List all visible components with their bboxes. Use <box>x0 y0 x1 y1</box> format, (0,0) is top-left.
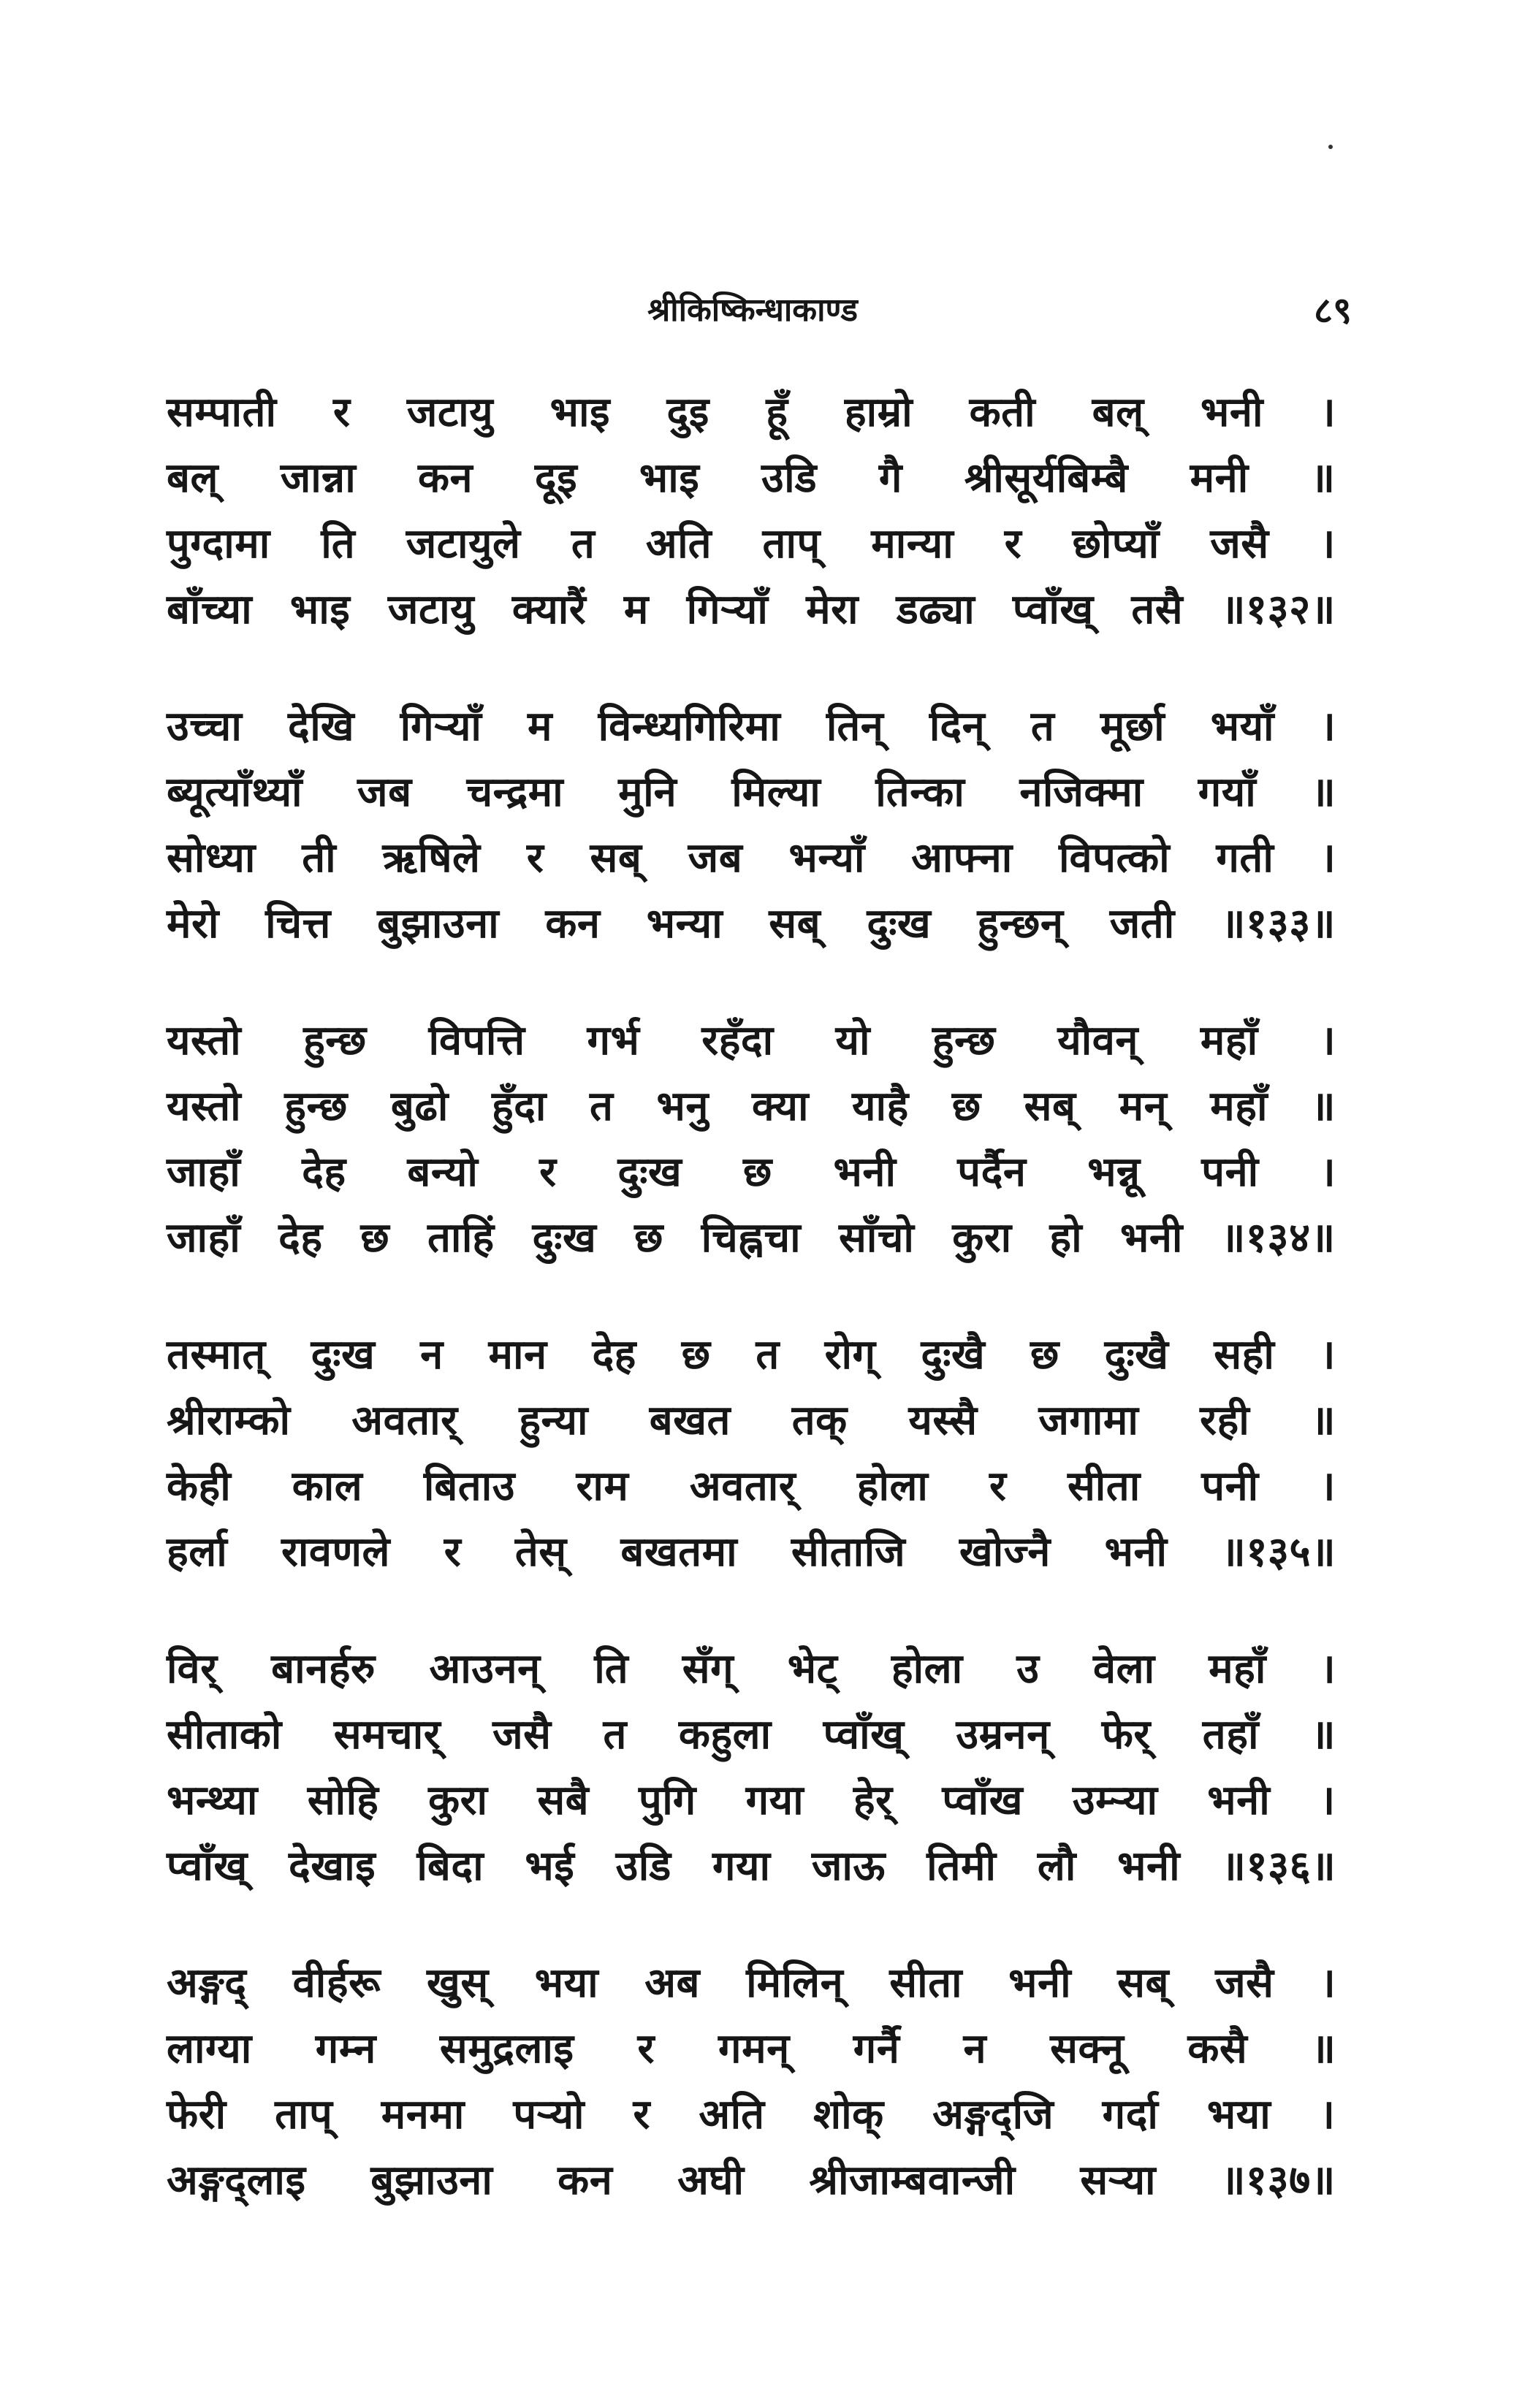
verse-line: श्रीराम्को अवतार् हुन्या बखत तक् यस्सै जगामा रही ॥ <box>167 1397 1336 1444</box>
verse-line: पुग्दामा ति जटायुले त अति ताप् मान्या र छोप्याँ जसै । <box>167 520 1336 568</box>
page-number: ८९ <box>1314 289 1352 332</box>
verse-132 <box>167 380 1336 643</box>
verse-line: बल् जान्ना कन दूइ भाइ उडि गै श्रीसूर्यबिम्बै मनी ॥ <box>167 454 1336 502</box>
verse-133 <box>167 694 1336 957</box>
verse-line: तस्मात् दुःख न मान देह छ त रोग् दुःखै छ दुःखै सही । <box>167 1331 1336 1379</box>
verse-line: प्वाँख् देखाइ बिदा भई उडि गया जाऊ तिमी लौ भनी ॥१३६॥ <box>167 1843 1336 1890</box>
verse-135 <box>167 1322 1336 1585</box>
verse-line: सोध्या ती ऋषिले र सब् जब भन्याँ आफ्ना विपत्को गती । <box>167 834 1336 882</box>
verse-134 <box>167 1008 1336 1271</box>
verse-line: विर् बानर्हरु आउनन् ति सँग् भेट् होला उ वेला महाँ । <box>167 1645 1336 1693</box>
verse-line: लाग्या गम्न समुद्रलाइ र गमन् गर्नै न सक्नू कसै ॥ <box>167 2025 1336 2073</box>
verse-line: केही काल बिताउ राम अवतार् होला र सीता पनी । <box>167 1463 1336 1510</box>
verse-line: ब्यूत्याँथ्याँ जब चन्द्रमा मुनि मिल्या तिन्का नजिक्मा गयाँ ॥ <box>167 769 1336 816</box>
verse-line: यस्तो हुन्छ विपत्ति गर्भ रहँदा यो हुन्छ यौवन् महाँ । <box>167 1017 1336 1064</box>
verse-137 <box>167 1951 1336 2214</box>
verse-line: फेरी ताप् मनमा पऱ्यो र अति शोक् अङ्गद्जि गर्दा भया । <box>167 2091 1336 2138</box>
verse-block <box>167 380 1336 2265</box>
verse-136 <box>167 1637 1336 1900</box>
verse-line: हर्ला रावणले र तेस् बखतमा सीताजि खोज्नै भनी ॥१३५॥ <box>167 1528 1336 1576</box>
verse-line: भन्थ्या सोहि कुरा सबै पुगि गया हेर् प्वाँख उम्ऱ्या भनी । <box>167 1777 1336 1824</box>
verse-line: जाहाँ देह छ ताहिं दुःख छ चिह्नचा साँचो कुरा हो भनी ॥१३४॥ <box>167 1214 1336 1262</box>
speck <box>1328 145 1333 149</box>
verse-line: बाँच्या भाइ जटायु क्यारैं म गिऱ्याँ मेरा डढ्या प्वाँख् तसै ॥१३२॥ <box>167 586 1336 633</box>
running-header <box>0 281 1522 340</box>
verse-line: यस्तो हुन्छ बुढो हुँदा त भनु क्या याहै छ सब् मन् महाँ ॥ <box>167 1083 1336 1130</box>
verse-line: सम्पाती र जटायु भाइ दुइ हूँ हाम्रो कती बल् भनी । <box>167 389 1336 436</box>
verse-line: मेरो चित्त बुझाउना कन भन्या सब् दुःख हुन्छन् जती ॥१३३॥ <box>167 900 1336 948</box>
verse-line: अङ्गद् वीर्हरू खुस् भया अब मिलिन् सीता भनी सब् जसै । <box>167 1959 1336 2007</box>
chapter-title: श्रीकिष्किन्धाकाण्ड <box>647 292 858 329</box>
verse-line: सीताको समचार् जसै त कहुला प्वाँख् उम्रनन् फेर् तहाँ ॥ <box>167 1711 1336 1759</box>
verse-line: अङ्गद्लाइ बुझाउना कन अघी श्रीजाम्बवान्जी सऱ्या ॥१३७॥ <box>167 2157 1336 2204</box>
verse-line: उच्चा देखि गिऱ्याँ म विन्ध्यगिरिमा तिन् दिन् त मूर्छा भयाँ । <box>167 703 1336 750</box>
verse-line: जाहाँ देह बन्यो र दुःख छ भनी पर्दैन भन्नू पनी । <box>167 1148 1336 1196</box>
